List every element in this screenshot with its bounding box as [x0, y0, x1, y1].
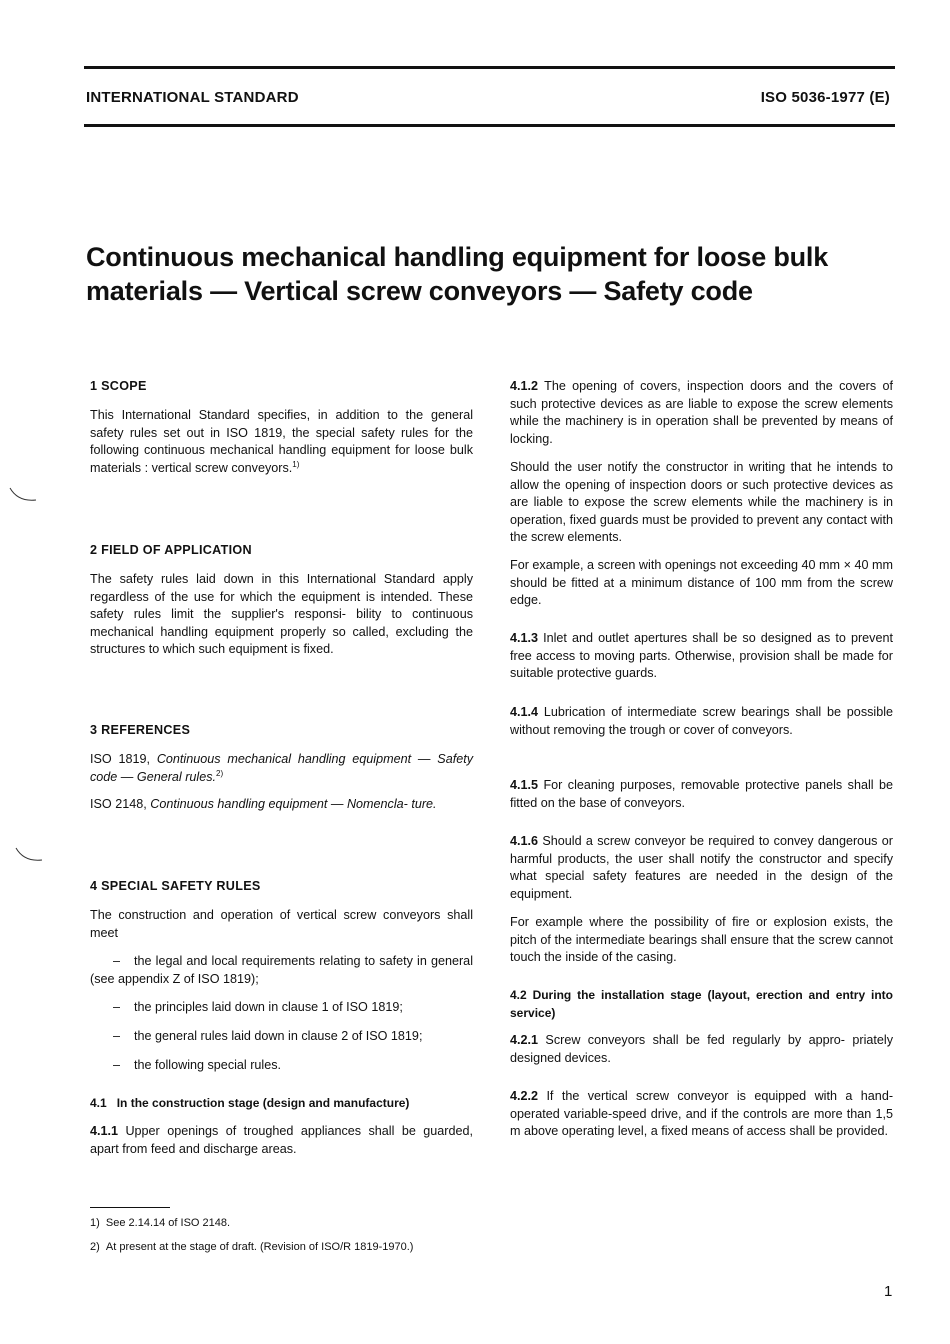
- reference-iso-2148: ISO 2148, Continuous handling equipment — Nomencla- ture.: [90, 797, 437, 811]
- clause-4-1-2-para-2: Should the user notify the constructor in writing that he intends to allow the opening of inspection doors or such protective devices as are liable to expose the screw elements while the machinery is in operation, fixed guards must be provided to prevent any contact with the screw elements.: [510, 460, 893, 544]
- section-4-2-heading: 4.2 During the installation stage (layout, erection and entry into service): [510, 988, 893, 1020]
- footnote-rule: [90, 1207, 170, 1208]
- clause-4-2-2: 4.2.2 If the vertical screw conveyor is equipped with a hand-operated variable-speed drive, and if the controls are more than 1,5 m above operating level, a fixed means of access shall be provided.: [510, 1089, 894, 1138]
- section-1-text: This International Standard specifies, in addition to the general safety rules set out in ISO 1819, the special safety rules for the following continuous mechanical handling equipment for loose bulk materials : vertical screw conveyors.$^{1)}$: [90, 408, 473, 475]
- section-3-heading: 3 REFERENCES: [90, 723, 191, 737]
- list-item: – the legal and local requirements relating to safety in general (see appendix Z of ISO 1819);: [90, 954, 473, 986]
- clause-4-1-6-para-2: For example where the possibility of fire or explosion exists, the pitch of the intermediate bearings shall ensure that the screw cannot touch the inside of the casing.: [510, 915, 893, 964]
- footnote-ref-2: 2): [216, 768, 224, 778]
- clause-4-1-6: 4.1.6 Should a screw conveyor be required to convey dangerous or harmful products, the user shall notify the constructor and specify what special safety features are needed in the design of the equipment.: [510, 834, 893, 901]
- footnote-2: 2) At present at the stage of draft. (Revision of ISO/R 1819-1970.): [90, 1241, 414, 1253]
- section-4-heading: 4 SPECIAL SAFETY RULES: [90, 879, 261, 893]
- reference-iso-1819: ISO 1819, Continuous mechanical handling equipment — Safety code — General rules.$^{2)}$: [90, 752, 473, 784]
- clause-4-1-4: 4.1.4 Lubrication of intermediate screw bearings shall be possible without removing the trough or cover of conveyors.: [510, 705, 894, 737]
- footnote-ref-1: 1): [292, 459, 300, 469]
- title-line-2: materials — Vertical screw conveyors — Safety code: [86, 276, 753, 306]
- list-item: – the general rules laid down in clause 2 of ISO 1819;: [113, 1029, 423, 1043]
- margin-mark-2: [14, 846, 44, 864]
- running-header-right: ISO 5036-1977 (E): [760, 89, 890, 106]
- clause-4-1-5: 4.1.5 For cleaning purposes, removable protective panels shall be fitted on the base of conveyors.: [510, 778, 893, 810]
- section-1-heading: 1 SCOPE: [90, 379, 147, 393]
- list-item: – the following special rules.: [113, 1058, 282, 1072]
- header-top-rule: [84, 66, 895, 69]
- clause-4-1-2: 4.1.2 The opening of covers, inspection doors and the covers of such protective devices as are liable to expose the screw elements while the machinery is in operation shall be prevented by means of locking.: [510, 379, 893, 446]
- page-number: 1: [884, 1283, 893, 1300]
- clause-4-1-2-para-3: For example, a screen with openings not exceeding 40 mm × 40 mm should be fitted at a minimum distance of 100 mm from the screw edge.: [510, 558, 893, 607]
- title-line-1: Continuous mechanical handling equipment for loose bulk: [86, 242, 829, 272]
- section-4-1-heading: 4.1 In the construction stage (design and manufacture): [90, 1096, 410, 1110]
- footnote-1: 1) See 2.14.14 of ISO 2148.: [90, 1217, 231, 1229]
- list-item: – the principles laid down in clause 1 of ISO 1819;: [113, 1000, 403, 1014]
- section-2-heading: 2 FIELD OF APPLICATION: [90, 543, 252, 557]
- margin-mark-1: [8, 486, 38, 504]
- document-title: [86, 240, 886, 308]
- clause-4-1-3: 4.1.3 Inlet and outlet apertures shall be so designed as to prevent free access to moving parts. Otherwise, provision shall be made for suitable protective guards.: [510, 631, 893, 680]
- section-4-intro: The construction and operation of vertical screw conveyors shall meet: [90, 908, 473, 940]
- clause-4-2-1: 4.2.1 Screw conveyors shall be fed regularly by appro- priately designed devices.: [510, 1033, 893, 1065]
- section-2-text: The safety rules laid down in this International Standard apply regardless of the use for which the equipment is intended. These safety rules limit the supplier's responsi- bility to continuous mechanical handling equipment properly so called, excluding the structures to which such equipment is fixed.: [90, 572, 473, 656]
- header-bottom-rule: [84, 124, 895, 127]
- running-header-left: INTERNATIONAL STANDARD: [86, 89, 299, 106]
- clause-4-1-1: 4.1.1 Upper openings of troughed appliances shall be guarded, apart from feed and discharge areas.: [90, 1124, 473, 1156]
